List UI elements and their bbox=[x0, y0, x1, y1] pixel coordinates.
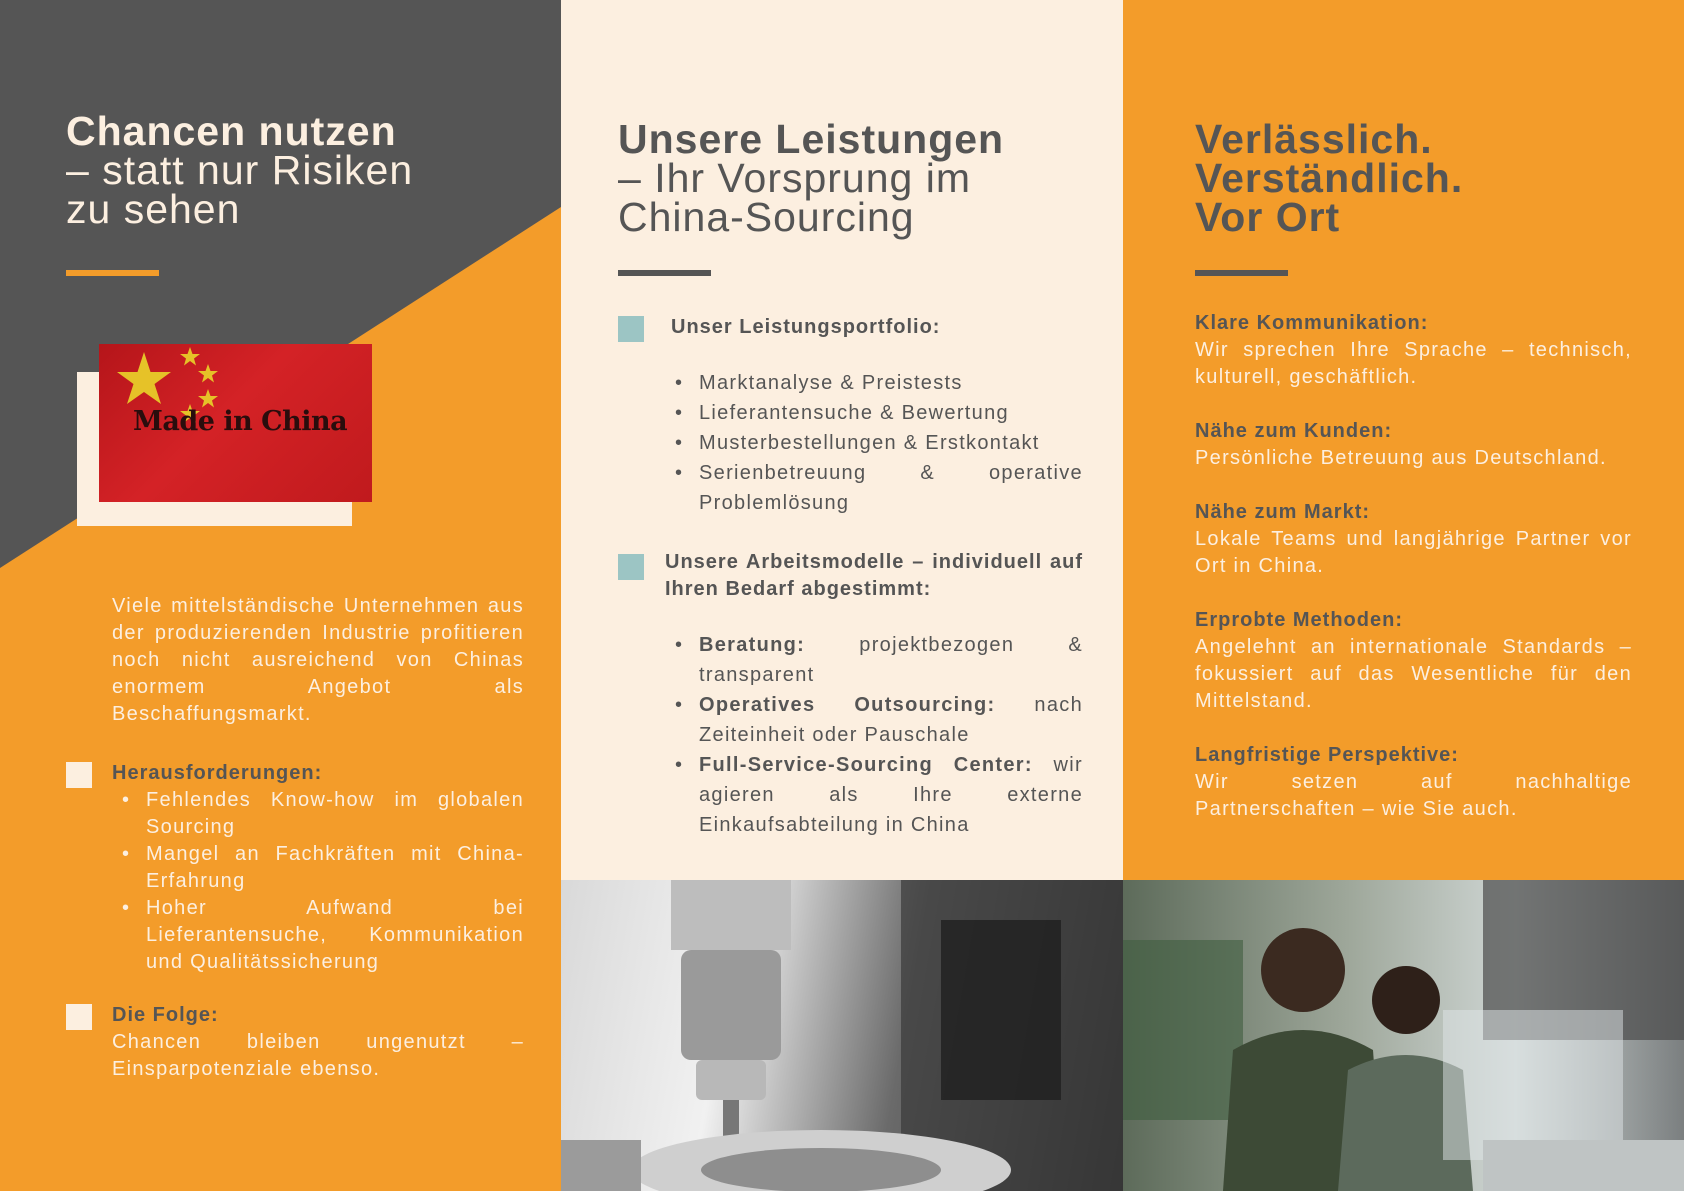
features-list bbox=[1195, 310, 1632, 823]
feature-text: Persönliche Betreuung aus Deutschland. bbox=[1195, 447, 1607, 469]
challenge-item: • Hoher Aufwand bei Lieferantensuche, Kommunikation und Qualitätssicherung bbox=[146, 895, 524, 976]
portfolio-list bbox=[699, 368, 1083, 518]
portfolio-square-icon bbox=[618, 316, 644, 342]
left-title-bold: Chancen nutzen bbox=[66, 108, 397, 154]
right-title-line3: Vor Ort bbox=[1195, 194, 1341, 240]
model-item-text: projektbezogen & transparent bbox=[699, 634, 1083, 686]
models-list bbox=[699, 630, 1083, 840]
feature-text: Angelehnt an internationale Standards – fokussiert auf das Wesentliche für den Mittelstand. bbox=[1195, 636, 1632, 712]
model-item bbox=[699, 630, 1083, 690]
flag-caption: Made in China bbox=[133, 406, 348, 437]
model-item-bold: Full-Service-Sourcing Center: bbox=[699, 754, 1033, 776]
challenge-item: • Fehlendes Know-how im globalen Sourcing bbox=[146, 787, 524, 841]
model-item-bold: Operatives Outsourcing: bbox=[699, 694, 996, 716]
left-title-line2: – statt nur Risiken bbox=[66, 147, 414, 193]
challenges-square-icon bbox=[66, 762, 92, 788]
portfolio-item: • Serienbetreuung & operative Problemlösung bbox=[699, 458, 1083, 518]
made-in-china-flag-image bbox=[99, 344, 372, 502]
models-square-icon bbox=[618, 554, 644, 580]
middle-title bbox=[618, 116, 1108, 240]
portfolio-item: • Musterbestellungen & Erstkontakt bbox=[699, 428, 1083, 458]
factory-workers-photo bbox=[1123, 880, 1684, 1191]
middle-title-bold: Unsere Leistungen bbox=[618, 116, 1005, 162]
model-item bbox=[699, 690, 1083, 750]
model-item bbox=[699, 750, 1083, 840]
right-title-underline bbox=[1195, 270, 1288, 276]
right-title-line1: Verlässlich. bbox=[1195, 116, 1433, 162]
model-item-text: nach Zeiteinheit oder Pauschale bbox=[699, 694, 1083, 746]
workers-illustration-icon bbox=[1123, 880, 1684, 1191]
left-title-line3: zu sehen bbox=[66, 186, 241, 232]
consequence-text: Chancen bleiben ungenutzt – Einsparpotenziale ebenso. bbox=[112, 1031, 524, 1080]
left-intro-text: Viele mittelständische Unternehmen aus der produzierenden Industrie profitieren noch nicht ausreichend von Chinas enormem Angebot als Beschaffungsmarkt. bbox=[112, 595, 524, 725]
middle-title-line3: China-Sourcing bbox=[618, 194, 915, 240]
feature-heading: Nähe zum Kunden: bbox=[1195, 420, 1393, 442]
right-panel bbox=[1123, 0, 1684, 1191]
feature-item bbox=[1195, 607, 1632, 715]
feature-item bbox=[1195, 742, 1632, 823]
feature-item bbox=[1195, 499, 1632, 580]
right-title-line2: Verständlich. bbox=[1195, 155, 1464, 201]
challenges-list bbox=[146, 787, 524, 976]
model-item-text: wir agieren als Ihre externe Einkaufsabteilung in China bbox=[699, 754, 1083, 836]
feature-item bbox=[1195, 310, 1632, 391]
cnc-machining-photo bbox=[561, 880, 1123, 1191]
feature-heading: Nähe zum Markt: bbox=[1195, 501, 1371, 523]
portfolio-item: • Lieferantensuche & Bewertung bbox=[699, 398, 1083, 428]
challenge-item: • Mangel an Fachkräften mit China-Erfahrung bbox=[146, 841, 524, 895]
middle-title-line2: – Ihr Vorsprung im bbox=[618, 155, 971, 201]
feature-text: Lokale Teams und langjährige Partner vor Ort in China. bbox=[1195, 528, 1632, 577]
feature-heading: Erprobte Methoden: bbox=[1195, 609, 1403, 631]
portfolio-heading: Unser Leistungsportfolio: bbox=[671, 316, 941, 338]
feature-text: Wir setzen auf nachhaltige Partnerschaften – wie Sie auch. bbox=[1195, 771, 1632, 820]
consequence-square-icon bbox=[66, 1004, 92, 1030]
feature-heading: Langfristige Perspektive: bbox=[1195, 744, 1459, 766]
left-title bbox=[66, 108, 546, 232]
feature-heading: Klare Kommunikation: bbox=[1195, 312, 1429, 334]
models-heading: Unsere Arbeitsmodelle – individuell auf Ihren Bedarf abgestimmt: bbox=[665, 551, 1083, 600]
feature-text: Wir sprechen Ihre Sprache – technisch, kulturell, geschäftlich. bbox=[1195, 339, 1632, 388]
portfolio-item: • Marktanalyse & Preistests bbox=[699, 368, 1083, 398]
challenges-heading: Herausforderungen: bbox=[112, 762, 323, 784]
cnc-machine-illustration-icon bbox=[561, 880, 1123, 1191]
left-panel bbox=[0, 0, 561, 1191]
consequence-heading: Die Folge: bbox=[112, 1004, 219, 1026]
middle-title-underline bbox=[618, 270, 711, 276]
left-title-underline bbox=[66, 270, 159, 276]
feature-item bbox=[1195, 418, 1632, 472]
model-item-bold: Beratung: bbox=[699, 634, 806, 656]
middle-panel bbox=[561, 0, 1123, 1191]
right-title bbox=[1195, 116, 1655, 240]
